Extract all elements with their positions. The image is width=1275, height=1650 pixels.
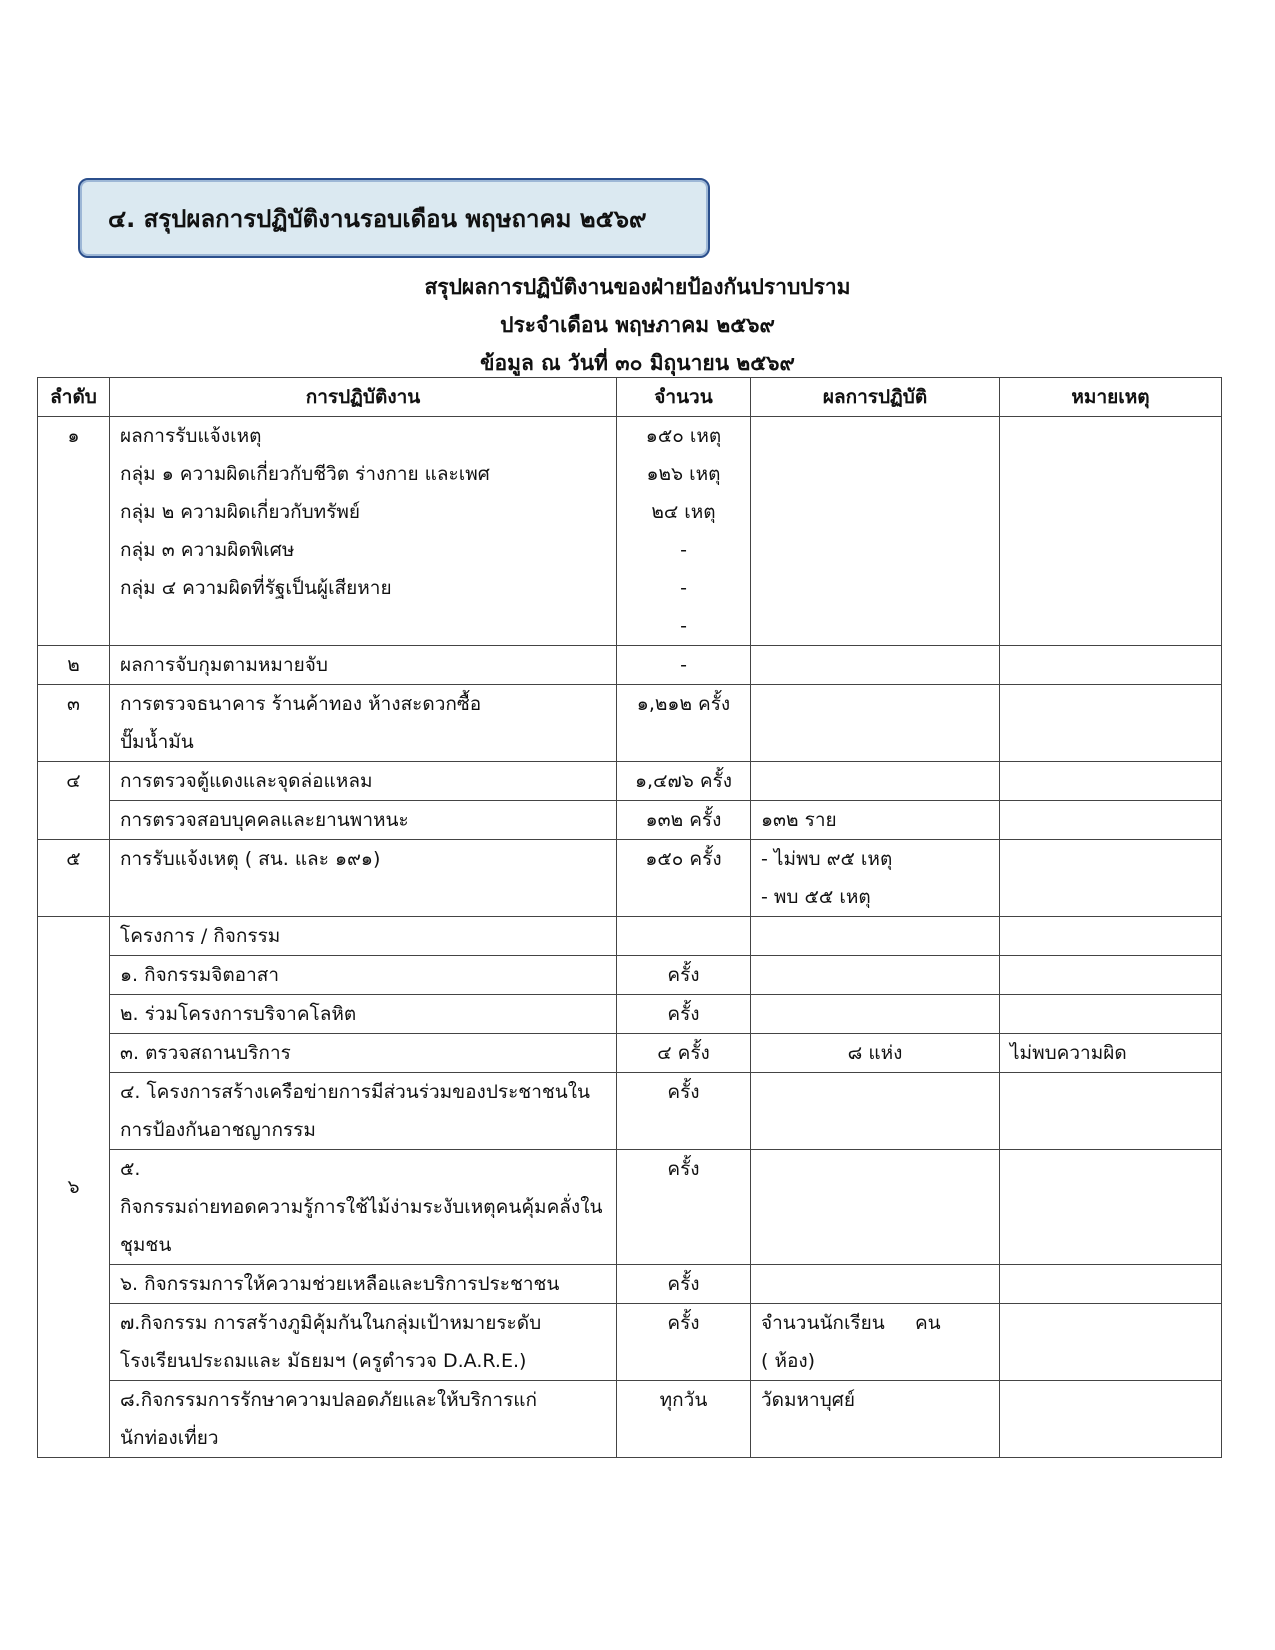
remark-cell [1000,801,1222,840]
task-line: การตรวจธนาคาร ร้านค้าทอง ห้างสะดวกซื้อ [120,693,482,715]
qty-cell: ครั้ง [617,1073,751,1150]
task-cell [110,1381,617,1458]
table-row [38,956,1222,995]
qty-cell: ๑,๒๑๒ ครั้ง [617,685,751,762]
result-cell [751,1304,1000,1381]
result-cell: วัดมหาบุศย์ [751,1381,1000,1458]
remark-cell [1000,840,1222,917]
qty-cell [617,417,751,646]
result-cell [751,646,1000,685]
remark-cell [1000,762,1222,801]
header-no: ลำดับ [38,378,110,417]
task-cell: ๒. ร่วมโครงการบริจาคโลหิต [110,995,617,1034]
remark-cell [1000,417,1222,646]
table-row [38,917,1222,956]
result-cell [751,956,1000,995]
table-row [38,417,1222,646]
qty-cell: ๑,๔๗๖ ครั้ง [617,762,751,801]
table-row [38,646,1222,685]
qty-cell: ครั้ง [617,1304,751,1381]
qty-line: - [680,539,687,561]
table-row [38,1073,1222,1150]
task-line: กลุ่ม ๒ ความผิดเกี่ยวกับทรัพย์ [120,501,361,523]
task-line: ๘.กิจกรรมการรักษาความปลอดภัยและให้บริการแก่ [120,1389,538,1411]
qty-line: ๒๔ เหตุ [651,501,716,523]
qty-cell: ครั้ง [617,956,751,995]
table-row [38,685,1222,762]
qty-cell: ครั้ง [617,1265,751,1304]
remark-cell [1000,956,1222,995]
table-row [38,840,1222,917]
table-row [38,762,1222,801]
result-line: - พบ ๕๕ เหตุ [761,886,871,908]
task-line: ชุมชน [120,1234,172,1256]
table-row [38,995,1222,1034]
qty-cell: ๑๓๒ ครั้ง [617,801,751,840]
task-line: ผลการรับแจ้งเหตุ [120,425,262,447]
task-cell: ผลการจับกุมตามหมายจับ [110,646,617,685]
task-cell: การตรวจสอบบุคคลและยานพาหนะ [110,801,617,840]
result-line: จำนวนนักเรียน คน [761,1312,941,1334]
result-cell [751,840,1000,917]
task-cell [110,685,617,762]
result-cell [751,1073,1000,1150]
result-line: - ไม่พบ ๙๕ เหตุ [761,848,893,870]
header-remark: หมายเหตุ [1000,378,1222,417]
remark-cell: ไม่พบความผิด [1000,1034,1222,1073]
qty-cell [617,917,751,956]
task-cell [110,1073,617,1150]
task-line: นักท่องเที่ยว [120,1427,219,1449]
remark-cell [1000,1150,1222,1265]
task-cell: ๖. กิจกรรมการให้ความช่วยเหลือและบริการประชาชน [110,1265,617,1304]
result-cell [751,417,1000,646]
qty-cell: ๑๕๐ ครั้ง [617,840,751,917]
row-number: ๔ [38,762,110,840]
remark-cell [1000,685,1222,762]
qty-cell: ทุกวัน [617,1381,751,1458]
remark-cell [1000,1304,1222,1381]
remark-cell [1000,646,1222,685]
result-line: ( ห้อง) [761,1350,816,1372]
result-cell [751,917,1000,956]
result-cell [751,762,1000,801]
report-month: ประจำเดือน พฤษภาคม ๒๕๖๙ [500,313,775,337]
table-row [38,1265,1222,1304]
table-row [38,1150,1222,1265]
result-cell [751,1150,1000,1265]
task-line: กลุ่ม ๔ ความผิดที่รัฐเป็นผู้เสียหาย [120,577,392,599]
qty-line: ๑๒๖ เหตุ [646,463,721,485]
header-qty: จำนวน [617,378,751,417]
result-cell [751,1265,1000,1304]
qty-cell: ครั้ง [617,995,751,1034]
task-line: การป้องกันอาชญากรรม [120,1119,316,1141]
result-cell [751,995,1000,1034]
report-table [37,377,1222,1458]
task-line: โรงเรียนประถมและ มัธยมฯ (ครูตำรวจ D.A.R.E.) [120,1350,527,1372]
task-line: ๕. [120,1158,141,1180]
remark-cell [1000,1073,1222,1150]
remark-cell [1000,995,1222,1034]
qty-cell: ๔ ครั้ง [617,1034,751,1073]
qty-cell: ครั้ง [617,1150,751,1265]
table-row [38,1304,1222,1381]
result-cell: ๘ แห่ง [751,1034,1000,1073]
task-cell [110,417,617,646]
result-cell: ๑๓๒ ราย [751,801,1000,840]
report-title: สรุปผลการปฏิบัติงานของฝ่ายป้องกันปราบปราม [424,275,851,299]
task-cell: การตรวจตู้แดงและจุดล่อแหลม [110,762,617,801]
section-heading-box [78,178,710,258]
result-cell [751,685,1000,762]
row-number: ๕ [38,840,110,917]
header-result: ผลการปฏิบัติ [751,378,1000,417]
remark-cell [1000,917,1222,956]
remark-cell [1000,1265,1222,1304]
table-row [38,801,1222,840]
table-row [38,1034,1222,1073]
task-line: ๔. โครงการสร้างเครือข่ายการมีส่วนร่วมของประชาชนใน [120,1081,591,1103]
task-cell [110,1150,617,1265]
task-line: กิจกรรมถ่ายทอดความรู้การใช้ไม้ง่ามระงับเหตุคนคุ้มคลั่งใน [120,1196,603,1218]
qty-line: - [680,615,687,637]
row-number: ๑ [38,417,110,646]
task-line-empty [120,607,606,645]
table-header-row [38,378,1222,417]
qty-line: - [680,577,687,599]
task-cell [110,1304,617,1381]
task-cell: ๑. กิจกรรมจิตอาสา [110,956,617,995]
header-task: การปฏิบัติงาน [110,378,617,417]
row-number: ๓ [38,685,110,762]
qty-line: ๑๕๐ เหตุ [645,425,722,447]
row-number: ๒ [38,646,110,685]
task-line: กลุ่ม ๓ ความผิดพิเศษ [120,539,295,561]
remark-cell [1000,1381,1222,1458]
task-cell: ๓. ตรวจสถานบริการ [110,1034,617,1073]
row-number: ๖ [38,917,110,1458]
task-line: ปั๊มน้ำมัน [120,731,194,753]
report-titles [0,268,1275,382]
qty-cell: - [617,646,751,685]
task-cell: โครงการ / กิจกรรม [110,917,617,956]
task-line: กลุ่ม ๑ ความผิดเกี่ยวกับชีวิต ร่างกาย และเพศ [120,463,490,485]
report-data-date: ข้อมูล ณ วันที่ ๓๐ มิถุนายน ๒๕๖๙ [480,351,795,375]
task-line: ๗.กิจกรรม การสร้างภูมิคุ้มกันในกลุ่มเป้าหมายระดับ [120,1312,542,1334]
task-cell: การรับแจ้งเหตุ ( สน. และ ๑๙๑) [110,840,617,917]
section-heading: ๔. สรุปผลการปฏิบัติงานรอบเดือน พฤษถาคม ๒๕๖๙ [108,204,647,233]
table-row [38,1381,1222,1458]
